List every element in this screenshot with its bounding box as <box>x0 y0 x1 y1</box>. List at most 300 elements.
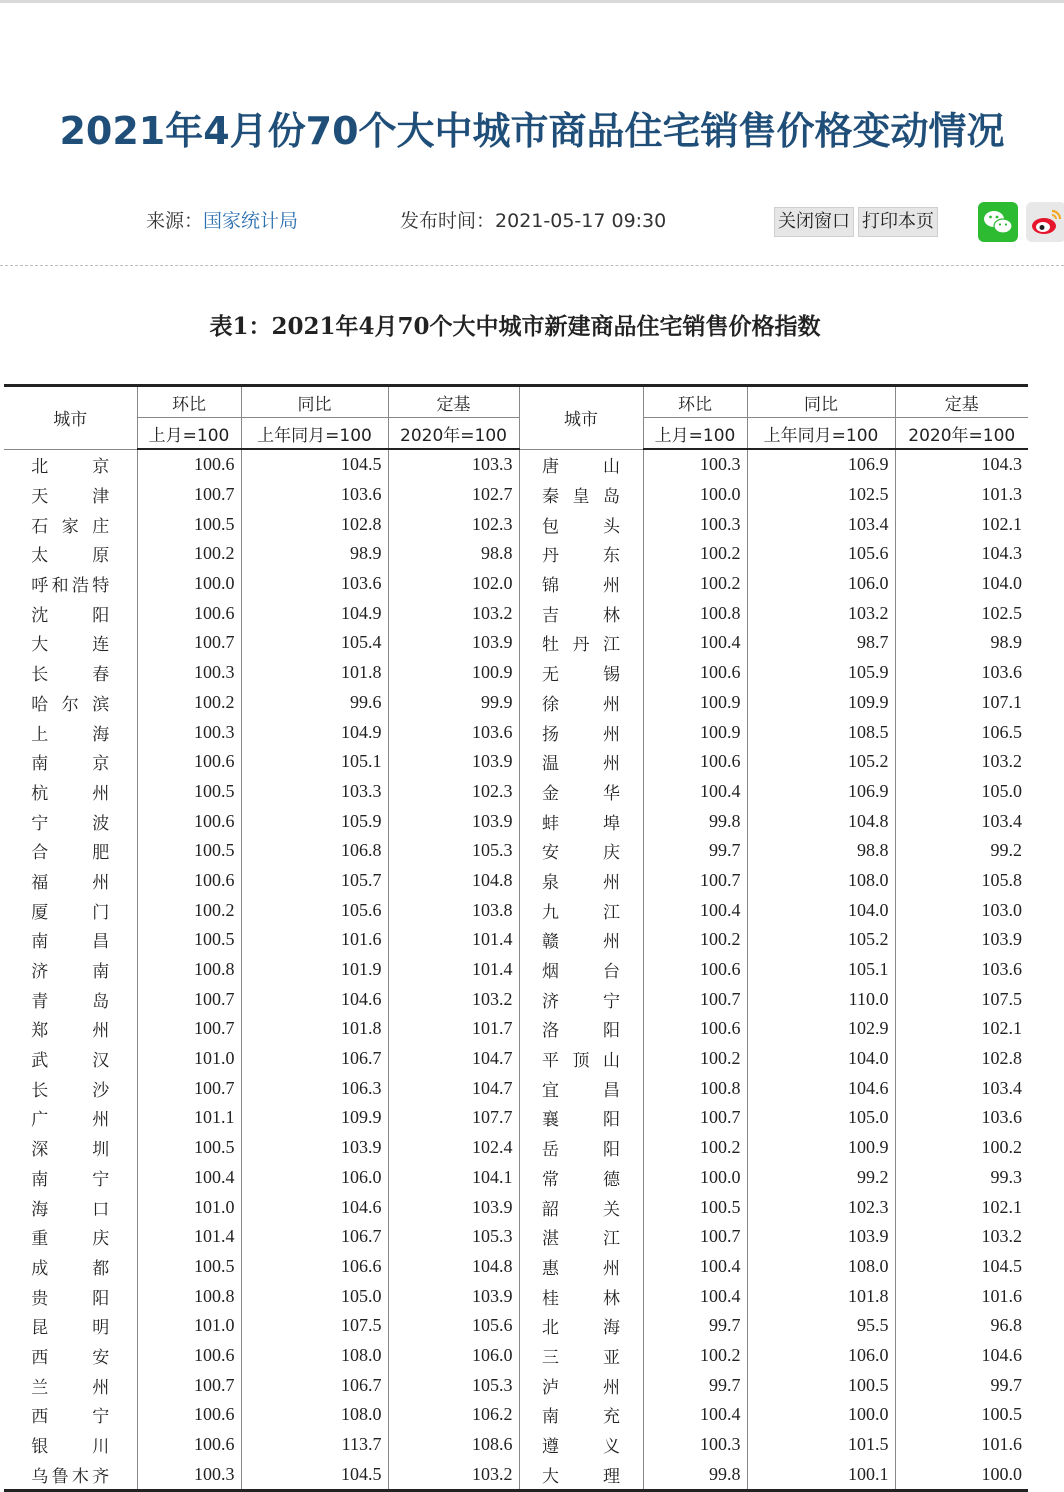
mom-value: 100.2 <box>137 539 241 569</box>
yoy-value: 105.0 <box>241 1281 388 1311</box>
yoy-value: 103.2 <box>747 598 895 628</box>
city-name: 温州 <box>542 754 620 775</box>
city-name: 济宁 <box>542 991 620 1012</box>
city-name: 徐州 <box>542 694 620 715</box>
base-value: 103.6 <box>981 662 1022 683</box>
city-cell <box>4 866 137 896</box>
base-value: 102.3 <box>388 509 519 539</box>
yoy-value: 101.8 <box>747 1281 895 1311</box>
mom-value: 100.6 <box>137 598 241 628</box>
mom-value: 100.6 <box>137 806 241 836</box>
mom-value: 99.7 <box>643 836 747 866</box>
base-value: 102.5 <box>981 602 1022 623</box>
city-name: 南京 <box>31 754 110 775</box>
print-page-button[interactable]: 打印本页 <box>858 207 938 237</box>
base-value: 96.8 <box>990 1315 1022 1336</box>
mom-value: 100.4 <box>643 1281 747 1311</box>
city-name: 太原 <box>31 546 110 567</box>
city-name: 吉林 <box>542 605 620 626</box>
city-cell <box>519 1044 643 1074</box>
base-value: 102.1 <box>981 1018 1022 1039</box>
yoy-value: 104.0 <box>747 895 895 925</box>
city-cell <box>519 866 643 896</box>
base-value: 100.5 <box>981 1404 1022 1425</box>
mom-value: 100.6 <box>643 747 747 777</box>
city-cell <box>519 777 643 807</box>
header-yoy-sub: 上年同月=100 <box>241 418 388 450</box>
yoy-value: 105.4 <box>241 628 388 658</box>
base-value: 102.1 <box>981 513 1022 534</box>
city-cell <box>519 449 643 480</box>
yoy-value: 105.0 <box>747 1103 895 1133</box>
base-value: 106.5 <box>981 721 1022 742</box>
yoy-value: 105.9 <box>747 658 895 688</box>
base-value: 98.9 <box>990 632 1022 653</box>
city-name: 北京 <box>31 457 110 478</box>
base-value: 103.2 <box>388 984 519 1014</box>
mom-value: 99.8 <box>643 1459 747 1490</box>
table-title: 表1：2021年4月70个大中城市新建商品住宅销售价格指数 <box>209 313 821 340</box>
table-row <box>4 1192 1028 1222</box>
city-name: 兰州 <box>31 1377 110 1398</box>
base-value: 103.9 <box>388 1192 519 1222</box>
table-row <box>4 1341 1028 1371</box>
mom-value: 100.2 <box>643 569 747 599</box>
city-cell <box>519 480 643 510</box>
mom-value: 100.2 <box>643 925 747 955</box>
source-line <box>146 206 298 233</box>
yoy-value: 104.9 <box>241 598 388 628</box>
base-value: 104.7 <box>388 1044 519 1074</box>
yoy-value: 102.8 <box>241 509 388 539</box>
city-cell <box>4 1222 137 1252</box>
city-cell <box>519 984 643 1014</box>
base-value: 99.7 <box>990 1374 1022 1395</box>
base-value: 103.6 <box>981 959 1022 980</box>
city-cell <box>4 509 137 539</box>
table-row <box>4 984 1028 1014</box>
mom-value: 100.7 <box>137 480 241 510</box>
city-name: 烟台 <box>542 962 620 983</box>
base-value: 105.8 <box>981 869 1022 890</box>
base-value: 108.6 <box>388 1430 519 1460</box>
wechat-icon[interactable] <box>978 202 1018 242</box>
city-cell <box>519 1430 643 1460</box>
close-window-button[interactable]: 关闭窗口 <box>774 207 854 237</box>
base-value: 103.9 <box>388 628 519 658</box>
city-cell <box>4 1192 137 1222</box>
base-value: 104.0 <box>981 573 1022 594</box>
yoy-value: 98.8 <box>747 836 895 866</box>
base-value: 105.3 <box>388 1222 519 1252</box>
city-cell <box>4 449 137 480</box>
publish-line <box>400 206 666 233</box>
city-name: 西宁 <box>31 1407 110 1428</box>
yoy-value: 100.1 <box>747 1459 895 1490</box>
city-cell <box>4 628 137 658</box>
mom-value: 100.7 <box>137 1014 241 1044</box>
mom-value: 99.8 <box>643 806 747 836</box>
base-value: 104.3 <box>981 543 1022 564</box>
city-name: 重庆 <box>31 1229 110 1250</box>
table-row <box>4 658 1028 688</box>
mom-value: 100.2 <box>643 1044 747 1074</box>
base-value: 103.2 <box>388 1459 519 1490</box>
header-base: 定基 <box>895 386 1028 418</box>
yoy-value: 104.0 <box>747 1044 895 1074</box>
yoy-value: 103.6 <box>241 569 388 599</box>
city-name: 福州 <box>31 872 110 893</box>
mom-value: 100.9 <box>643 717 747 747</box>
base-value: 100.2 <box>981 1137 1022 1158</box>
mom-value: 100.6 <box>643 955 747 985</box>
city-cell <box>519 539 643 569</box>
table-row <box>4 1430 1028 1460</box>
yoy-value: 99.2 <box>747 1163 895 1193</box>
mom-value: 101.0 <box>137 1311 241 1341</box>
city-cell <box>4 1073 137 1103</box>
city-cell <box>4 1252 137 1282</box>
mom-value: 100.3 <box>643 1430 747 1460</box>
yoy-value: 104.8 <box>747 806 895 836</box>
base-value: 104.1 <box>388 1163 519 1193</box>
table-row <box>4 1133 1028 1163</box>
base-value: 104.8 <box>388 866 519 896</box>
table-row <box>4 955 1028 985</box>
city-name: 泸州 <box>542 1377 620 1398</box>
yoy-value: 106.6 <box>241 1252 388 1282</box>
yoy-value: 102.9 <box>747 1014 895 1044</box>
mom-value: 100.4 <box>643 777 747 807</box>
yoy-value: 106.8 <box>241 836 388 866</box>
city-cell <box>519 1311 643 1341</box>
yoy-value: 104.6 <box>241 984 388 1014</box>
city-cell <box>4 895 137 925</box>
source-link[interactable]: 国家统计局 <box>203 210 299 232</box>
city-name: 无锡 <box>542 665 620 686</box>
base-value: 103.4 <box>981 1077 1022 1098</box>
table-row <box>4 895 1028 925</box>
yoy-value: 101.5 <box>747 1430 895 1460</box>
city-cell <box>519 509 643 539</box>
city-cell <box>519 1103 643 1133</box>
city-name: 乌鲁木齐 <box>31 1466 110 1487</box>
table-row <box>4 866 1028 896</box>
table-row <box>4 1281 1028 1311</box>
city-cell <box>4 598 137 628</box>
mom-value: 100.6 <box>137 1341 241 1371</box>
mom-value: 100.2 <box>643 1341 747 1371</box>
mom-value: 100.9 <box>643 688 747 718</box>
city-name: 上海 <box>31 724 110 745</box>
table-row <box>4 1014 1028 1044</box>
city-cell <box>519 717 643 747</box>
city-cell <box>4 569 137 599</box>
base-value: 106.2 <box>388 1400 519 1430</box>
city-name: 深圳 <box>31 1140 110 1161</box>
city-cell <box>4 1014 137 1044</box>
city-cell <box>519 1400 643 1430</box>
mom-value: 100.3 <box>643 449 747 480</box>
city-cell <box>519 925 643 955</box>
yoy-value: 104.9 <box>241 717 388 747</box>
yoy-value: 106.9 <box>747 449 895 480</box>
city-cell <box>519 1133 643 1163</box>
city-cell <box>4 1341 137 1371</box>
city-name: 秦皇岛 <box>542 487 620 508</box>
table-row <box>4 1459 1028 1490</box>
mom-value: 100.3 <box>137 717 241 747</box>
base-value: 101.7 <box>388 1014 519 1044</box>
mom-value: 100.2 <box>137 688 241 718</box>
base-value: 102.1 <box>981 1196 1022 1217</box>
city-name: 遵义 <box>542 1437 620 1458</box>
mom-value: 100.3 <box>137 1459 241 1490</box>
city-cell <box>4 1103 137 1133</box>
yoy-value: 106.0 <box>747 1341 895 1371</box>
table-row <box>4 1311 1028 1341</box>
city-name: 哈尔滨 <box>31 694 110 715</box>
city-name: 锦州 <box>542 576 620 597</box>
base-value: 102.0 <box>388 569 519 599</box>
city-name: 南昌 <box>31 932 110 953</box>
table-row <box>4 747 1028 777</box>
city-name: 广州 <box>31 1110 110 1131</box>
yoy-value: 100.0 <box>747 1400 895 1430</box>
mom-value: 100.6 <box>643 658 747 688</box>
city-name: 湛江 <box>542 1229 620 1250</box>
city-cell <box>4 688 137 718</box>
source-label: 来源： <box>146 210 204 232</box>
city-cell <box>519 569 643 599</box>
base-value: 105.3 <box>388 1370 519 1400</box>
city-name: 九江 <box>542 902 620 923</box>
mom-value: 100.7 <box>137 1370 241 1400</box>
header-city: 城市 <box>519 386 643 450</box>
base-value: 107.7 <box>388 1103 519 1133</box>
yoy-value: 98.7 <box>747 628 895 658</box>
city-name: 济南 <box>31 962 110 983</box>
base-value: 103.6 <box>981 1107 1022 1128</box>
top-border <box>0 0 1064 3</box>
city-name: 宁波 <box>31 813 110 834</box>
table-row <box>4 1073 1028 1103</box>
mom-value: 100.6 <box>137 747 241 777</box>
city-name: 成都 <box>31 1258 110 1279</box>
mom-value: 99.7 <box>643 1370 747 1400</box>
table-row <box>4 1400 1028 1430</box>
yoy-value: 101.9 <box>241 955 388 985</box>
city-name: 金华 <box>542 783 620 804</box>
mom-value: 100.3 <box>643 509 747 539</box>
city-cell <box>519 688 643 718</box>
city-name: 惠州 <box>542 1258 620 1279</box>
city-name: 平顶山 <box>542 1051 620 1072</box>
mom-value: 100.5 <box>137 777 241 807</box>
city-name: 长春 <box>31 665 110 686</box>
table-row <box>4 836 1028 866</box>
city-name: 扬州 <box>542 724 620 745</box>
city-cell <box>4 1311 137 1341</box>
table-row <box>4 806 1028 836</box>
city-cell <box>4 1430 137 1460</box>
base-value: 105.6 <box>388 1311 519 1341</box>
yoy-value: 101.8 <box>241 1014 388 1044</box>
base-value: 100.0 <box>895 1459 1028 1490</box>
city-name: 三亚 <box>542 1347 620 1368</box>
table-row <box>4 449 1028 480</box>
yoy-value: 105.1 <box>241 747 388 777</box>
city-name: 包头 <box>542 516 620 537</box>
city-name: 韶关 <box>542 1199 620 1220</box>
base-value: 102.3 <box>388 777 519 807</box>
yoy-value: 106.0 <box>241 1163 388 1193</box>
city-name: 襄阳 <box>542 1110 620 1131</box>
city-name: 昆明 <box>31 1318 110 1339</box>
publish-time: 2021-05-17 09:30 <box>495 210 667 232</box>
mom-value: 100.5 <box>137 509 241 539</box>
city-cell <box>519 836 643 866</box>
city-name: 安庆 <box>542 843 620 864</box>
mom-value: 100.0 <box>643 480 747 510</box>
mom-value: 100.0 <box>643 1163 747 1193</box>
city-name: 牡丹江 <box>542 635 620 656</box>
separator <box>0 265 1064 266</box>
yoy-value: 107.5 <box>241 1311 388 1341</box>
yoy-value: 102.3 <box>747 1192 895 1222</box>
yoy-value: 104.5 <box>241 1459 388 1490</box>
header-yoy: 同比 <box>747 386 895 418</box>
base-value: 103.3 <box>388 449 519 480</box>
mom-value: 100.2 <box>643 539 747 569</box>
city-name: 呼和浩特 <box>31 576 110 597</box>
header-yoy: 同比 <box>241 386 388 418</box>
mom-value: 100.4 <box>643 1400 747 1430</box>
city-name: 常德 <box>542 1169 620 1190</box>
table-row <box>4 1370 1028 1400</box>
yoy-value: 103.4 <box>747 509 895 539</box>
city-cell <box>4 717 137 747</box>
mom-value: 101.0 <box>137 1192 241 1222</box>
city-name: 岳阳 <box>542 1140 620 1161</box>
mom-value: 100.7 <box>643 984 747 1014</box>
base-value: 99.3 <box>990 1166 1022 1187</box>
city-cell <box>4 925 137 955</box>
yoy-value: 101.6 <box>241 925 388 955</box>
base-value: 100.9 <box>388 658 519 688</box>
yoy-value: 105.2 <box>747 925 895 955</box>
mom-value: 100.8 <box>643 1073 747 1103</box>
city-name: 合肥 <box>31 843 110 864</box>
base-value: 102.8 <box>981 1048 1022 1069</box>
yoy-value: 103.3 <box>241 777 388 807</box>
yoy-value: 106.7 <box>241 1222 388 1252</box>
yoy-value: 98.9 <box>241 539 388 569</box>
header-mom: 环比 <box>137 386 241 418</box>
city-name: 长沙 <box>31 1080 110 1101</box>
city-cell <box>519 1370 643 1400</box>
table-row <box>4 598 1028 628</box>
mom-value: 100.8 <box>137 1281 241 1311</box>
table-row <box>4 569 1028 599</box>
base-value: 104.6 <box>981 1344 1022 1365</box>
mom-value: 100.7 <box>643 866 747 896</box>
city-name: 西安 <box>31 1347 110 1368</box>
mom-value: 100.7 <box>137 984 241 1014</box>
yoy-value: 108.0 <box>747 1252 895 1282</box>
table-row <box>4 777 1028 807</box>
yoy-value: 99.6 <box>241 688 388 718</box>
mom-value: 100.7 <box>643 1222 747 1252</box>
base-value: 103.9 <box>981 929 1022 950</box>
mom-value: 100.7 <box>643 1103 747 1133</box>
mom-value: 100.4 <box>643 628 747 658</box>
table-row <box>4 628 1028 658</box>
city-cell <box>519 598 643 628</box>
mom-value: 100.4 <box>137 1163 241 1193</box>
city-cell <box>4 658 137 688</box>
base-value: 103.2 <box>388 598 519 628</box>
yoy-value: 100.5 <box>747 1370 895 1400</box>
page-title: 2021年4月份70个大中城市商品住宅销售价格变动情况 <box>59 109 1005 153</box>
yoy-value: 105.9 <box>241 806 388 836</box>
base-value: 99.2 <box>990 840 1022 861</box>
city-name: 青岛 <box>31 991 110 1012</box>
header-yoy-sub: 上年同月=100 <box>747 418 895 450</box>
mom-value: 100.3 <box>137 658 241 688</box>
mom-value: 100.5 <box>137 925 241 955</box>
yoy-value: 113.7 <box>241 1430 388 1460</box>
base-value: 101.3 <box>981 484 1022 505</box>
header-mom: 环比 <box>643 386 747 418</box>
mom-value: 101.1 <box>137 1103 241 1133</box>
yoy-value: 109.9 <box>747 688 895 718</box>
yoy-value: 103.9 <box>747 1222 895 1252</box>
city-name: 唐山 <box>542 457 620 478</box>
table-row <box>4 1103 1028 1133</box>
yoy-value: 105.7 <box>241 866 388 896</box>
city-name: 海口 <box>31 1199 110 1220</box>
yoy-value: 105.6 <box>747 539 895 569</box>
city-cell <box>4 1281 137 1311</box>
toolbar <box>774 207 938 237</box>
publish-label: 发布时间： <box>400 210 496 232</box>
mom-value: 101.4 <box>137 1222 241 1252</box>
city-name: 宜昌 <box>542 1080 620 1101</box>
city-cell <box>519 1252 643 1282</box>
city-cell <box>4 1370 137 1400</box>
mom-value: 100.7 <box>137 628 241 658</box>
city-cell <box>4 984 137 1014</box>
mom-value: 100.0 <box>137 569 241 599</box>
yoy-value: 102.5 <box>747 480 895 510</box>
city-name: 沈阳 <box>31 605 110 626</box>
yoy-value: 108.0 <box>747 866 895 896</box>
city-name: 南充 <box>542 1407 620 1428</box>
city-cell <box>519 1222 643 1252</box>
price-index-table <box>4 384 1028 1492</box>
weibo-icon[interactable] <box>1026 202 1064 242</box>
city-cell <box>519 806 643 836</box>
yoy-value: 108.0 <box>241 1400 388 1430</box>
city-cell <box>519 1073 643 1103</box>
city-name: 厦门 <box>31 902 110 923</box>
yoy-value: 105.1 <box>747 955 895 985</box>
table-row <box>4 1222 1028 1252</box>
base-value: 103.2 <box>981 751 1022 772</box>
city-cell <box>519 628 643 658</box>
base-value: 103.6 <box>388 717 519 747</box>
